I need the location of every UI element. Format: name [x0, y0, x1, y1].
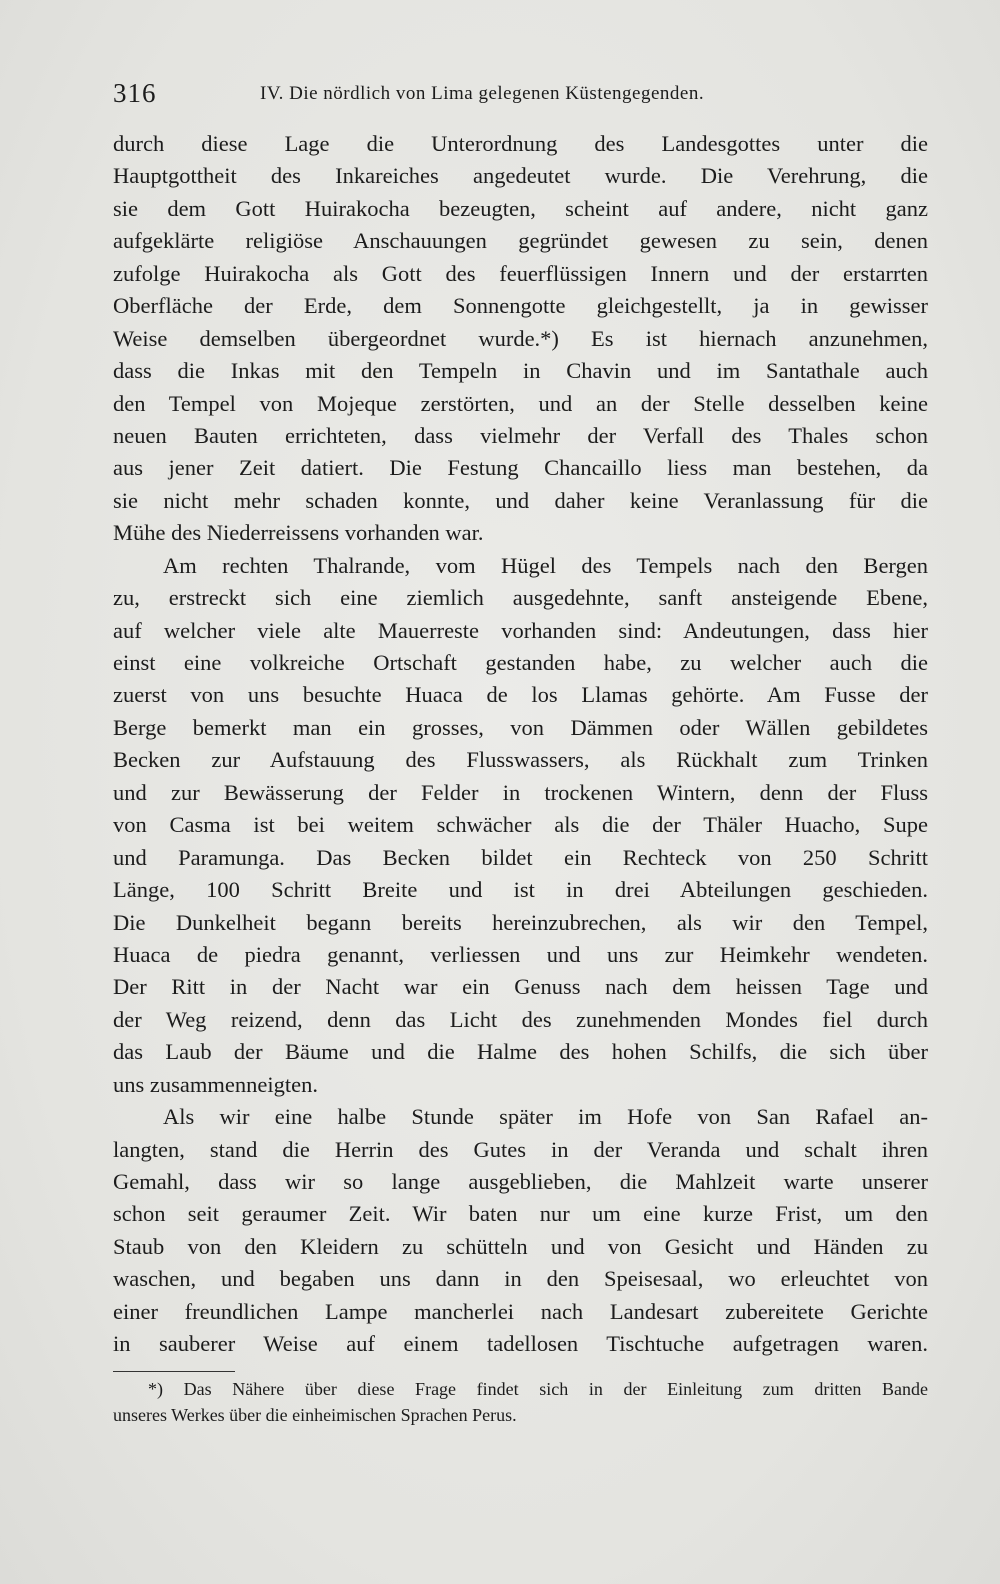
- text-line: sie dem Gott Huirakocha bezeugten, scheint auf andere, nicht ganz: [113, 195, 928, 221]
- text-line: aufgeklärte religiöse Anschauungen gegründet gewesen zu sein, denen: [113, 228, 928, 254]
- text-line: Gemahl, dass wir so lange ausgeblieben, die Mahlzeit warte unserer: [113, 1169, 928, 1194]
- text-line: in sauberer Weise auf einem tadellosen Tischtuche aufgetragen waren.: [113, 1331, 928, 1357]
- text-line: sie nicht mehr schaden konnte, und daher keine Veranlassung für die: [113, 487, 928, 513]
- footnote-line: unseres Werkes über die einheimischen Sprachen Perus.: [113, 1405, 517, 1425]
- running-title: IV. Die nördlich von Lima gelegenen Küstengegenden.: [260, 83, 705, 104]
- text-line: den Tempel von Mojeque zerstörten, und an der Stelle desselben keine: [113, 390, 928, 416]
- text-line: einer freundlichen Lampe mancherlei nach Landesart zubereitete Gerichte: [113, 1298, 928, 1324]
- text-line: einst eine volkreiche Ortschaft gestanden habe, zu welcher auch die: [113, 650, 928, 675]
- page-number: 316: [113, 78, 157, 108]
- text-line: Oberfläche der Erde, dem Sonnengotte gleichgestellt, ja in gewisser: [113, 293, 928, 319]
- footnotes: [113, 1376, 928, 1428]
- body-text: [113, 128, 928, 1361]
- text-line: Becken zur Aufstauung des Flusswassers, als Rückhalt zum Trinken: [113, 747, 928, 773]
- text-line: dass die Inkas mit den Tempeln in Chavin und im Santathale auch: [113, 358, 928, 384]
- text-line: Am rechten Thalrande, vom Hügel des Tempels nach den Bergen: [163, 552, 928, 578]
- page-header: [113, 78, 928, 108]
- text-line: zuerst von uns besuchte Huaca de los Llamas gehörte. Am Fusse der: [113, 682, 928, 708]
- text-line: Hauptgottheit des Inkareiches angedeutet wurde. Die Verehrung, die: [113, 163, 928, 189]
- text-line: langten, stand die Herrin des Gutes in der Veranda und schalt ihren: [113, 1136, 928, 1162]
- text-line: auf welcher viele alte Mauerreste vorhanden sind: Andeutungen, dass hier: [113, 617, 928, 643]
- text-line: Der Ritt in der Nacht war ein Genuss nach dem heissen Tage und: [113, 974, 928, 1000]
- text-line: Länge, 100 Schritt Breite und ist in drei Abteilungen geschieden.: [113, 877, 928, 903]
- text-line: der Weg reizend, denn das Licht des zunehmenden Mondes fiel durch: [113, 1006, 928, 1032]
- text-line: Berge bemerkt man ein grosses, von Dämmen oder Wällen gebildetes: [113, 714, 928, 740]
- footnote-divider: [113, 1371, 235, 1372]
- text-line: Staub von den Kleidern zu schütteln und von Gesicht und Händen zu: [113, 1233, 928, 1259]
- text-line: Mühe des Niederreissens vorhanden war.: [113, 520, 484, 546]
- text-line: Die Dunkelheit begann bereits hereinzubrechen, als wir den Tempel,: [113, 909, 928, 935]
- text-line: neuen Bauten errichteten, dass vielmehr der Verfall des Thales schon: [113, 422, 928, 448]
- text-line: zu, erstreckt sich eine ziemlich ausgedehnte, sanft ansteigende Ebene,: [113, 585, 928, 611]
- text-line: von Casma ist bei weitem schwächer als die der Thäler Huacho, Supe: [113, 812, 928, 838]
- text-line: schon seit geraumer Zeit. Wir baten nur um eine kurze Frist, um den: [113, 1201, 928, 1227]
- text-line: und zur Bewässerung der Felder in trockenen Wintern, denn der Fluss: [113, 779, 928, 805]
- footnote-line: *) Das Nähere über diese Frage findet sich in der Einleitung zum dritten Bande: [148, 1379, 928, 1399]
- text-line: aus jener Zeit datiert. Die Festung Chancaillo liess man bestehen, da: [113, 455, 928, 481]
- text-line: Weise demselben übergeordnet wurde.*) Es ist hiernach anzunehmen,: [113, 325, 928, 351]
- text-line: und Paramunga. Das Becken bildet ein Rechteck von 250 Schritt: [113, 844, 928, 870]
- text-line: Huaca de piedra genannt, verliessen und uns zur Heimkehr wendeten.: [113, 941, 928, 967]
- text-line: waschen, und begaben uns dann in den Speisesaal, wo erleuchtet von: [113, 1266, 928, 1292]
- text-line: das Laub der Bäume und die Halme des hohen Schilfs, die sich über: [113, 1039, 928, 1065]
- text-line: durch diese Lage die Unterordnung des Landesgottes unter die: [113, 131, 928, 156]
- text-line: Als wir eine halbe Stunde später im Hofe von San Rafael an-: [163, 1104, 928, 1130]
- text-line: uns zusammenneigten.: [113, 1071, 318, 1097]
- text-line: zufolge Huirakocha als Gott des feuerflüssigen Innern und der erstarrten: [113, 260, 928, 286]
